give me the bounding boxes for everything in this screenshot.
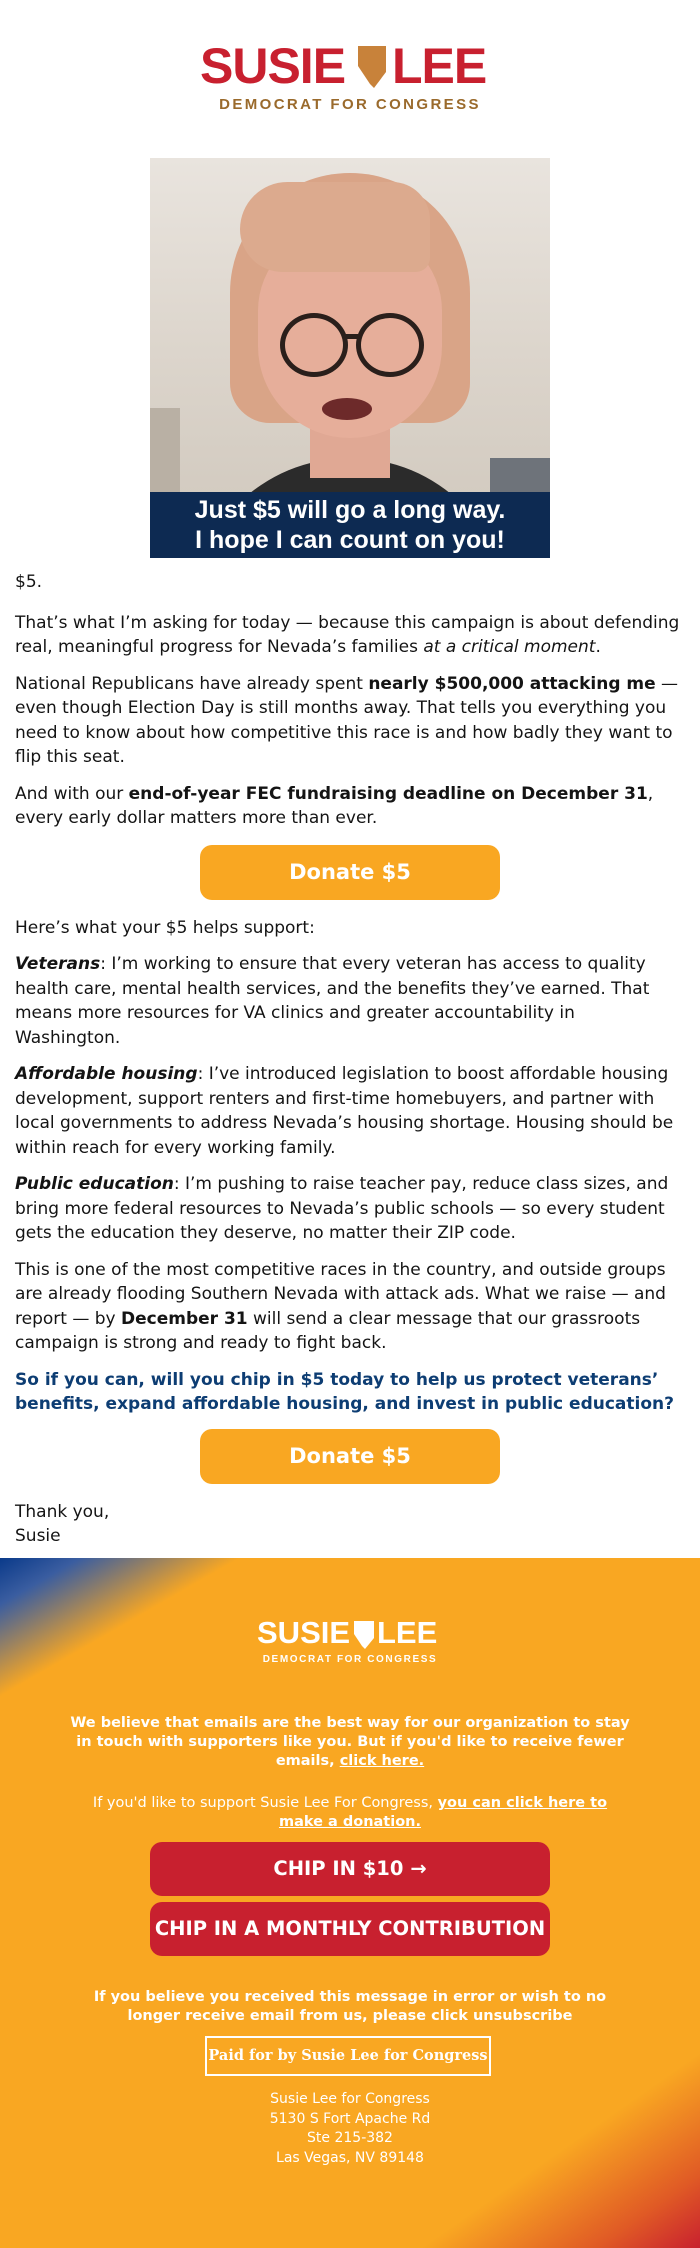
lead-text: Affordable housing <box>15 1064 198 1084</box>
paragraph-support-intro: Here’s what your $5 helps support: <box>15 917 315 938</box>
signoff <box>15 1500 685 1549</box>
bold-text: end-of-year FEC fundraising deadline on December 31 <box>128 783 648 804</box>
hero-caption <box>150 492 550 558</box>
paragraph-competitive-race <box>15 1258 685 1356</box>
paragraph-ask-intro <box>15 611 685 660</box>
text: And with our <box>15 783 129 804</box>
fewer-emails-text: We believe that emails are the best way for our organization to stay in touch with supporters like you. But if you'd like to receive fewer emails, <box>70 1715 630 1769</box>
support-text: If you'd like to support Susie Lee For Congress, <box>92 1795 433 1811</box>
hero-caption-line-2: I hope I can count on you! <box>195 526 505 554</box>
text: : I’m working to ensure that every veteran has access to quality health care, mental health services, and the benefits they’ve earned. That means more resources for VA clinics and greater accountability in Washington. <box>15 954 650 1048</box>
chip-in-10-button[interactable]: CHIP IN $10 → <box>150 1842 550 1896</box>
text: National Republicans have already spent <box>15 673 369 694</box>
chip-in-monthly-button[interactable]: CHIP IN A MONTHLY CONTRIBUTION <box>150 1902 550 1956</box>
hero-caption-line-1: Just $5 will go a long way. <box>194 496 506 524</box>
address-line: Ste 215-382 <box>307 2130 393 2146</box>
campaign-logo[interactable] <box>200 38 500 114</box>
paragraph-republican-spending <box>15 672 685 770</box>
header <box>0 0 700 140</box>
logo-wordmark <box>200 38 500 94</box>
bold-text: nearly $500,000 attacking me <box>368 673 656 694</box>
text: will send a clear message that our grassroots campaign is strong and ready to fight back. <box>15 1308 641 1353</box>
logo-last-name: LEE <box>392 38 487 94</box>
paragraph-education <box>15 1172 685 1246</box>
paragraph-deadline <box>15 782 685 831</box>
address-line: Las Vegas, NV 89148 <box>276 2149 424 2166</box>
footer <box>0 1558 700 2248</box>
paragraph-veterans <box>15 952 685 1050</box>
portrait-fringe <box>240 182 430 272</box>
fewer-emails-link[interactable]: click here. <box>339 1753 425 1769</box>
logo-tagline: DEMOCRAT FOR CONGRESS <box>219 96 481 113</box>
text: : I’ve introduced legislation to boost affordable housing development, support renters and first-time homebuyers, and partner with local governments to address Nevada’s housing shortage. Housing should be within reach for every working family. <box>15 1064 674 1158</box>
nevada-state-icon <box>356 44 388 90</box>
paragraph-housing <box>15 1062 685 1160</box>
donate-5-button-bottom[interactable]: Donate $5 <box>200 1429 500 1484</box>
lead-text: Veterans <box>15 954 101 974</box>
nevada-state-icon <box>353 1620 375 1650</box>
hero-photo[interactable] <box>150 158 550 558</box>
address-line: Susie Lee for Congress <box>270 2091 430 2107</box>
text: , every early dollar matters more than ever. <box>15 783 654 828</box>
logo-first-name: SUSIE <box>200 38 346 94</box>
lead-text: Public education <box>15 1174 174 1194</box>
text: That’s what I’m asking for today — because this campaign is about defending real, meaningful progress for Nevada’s families <box>15 612 680 657</box>
glasses-right-lens <box>356 313 424 377</box>
fewer-emails-notice <box>70 1714 630 1771</box>
footer-logo[interactable] <box>255 1615 445 1668</box>
portrait-mouth <box>322 398 372 420</box>
text: . <box>595 637 601 657</box>
paragraph-amount: $5. <box>15 572 43 592</box>
bold-text: December 31 <box>120 1308 248 1329</box>
address-line: 5130 S Fort Apache Rd <box>269 2110 431 2127</box>
emphasis-text: at a critical moment <box>423 637 596 657</box>
text: : I’m pushing to raise teacher pay, reduce class sizes, and bring more federal resources to Nevada’s public schools — so every student gets the education they deserve, no matter their ZIP code. <box>15 1174 669 1243</box>
donation-link[interactable]: you can click here to make a donation. <box>278 1795 608 1830</box>
signoff-name: Susie <box>15 1526 61 1546</box>
text: — even though Election Day is still months away. That tells you everything you need to know about how competitive this race is and how badly they want to flip this seat. <box>15 673 679 767</box>
support-notice <box>70 1794 630 1832</box>
paid-for-disclaimer: Paid for by Susie Lee for Congress <box>205 2036 491 2076</box>
footer-logo-first-name: SUSIE <box>257 1615 351 1650</box>
footer-logo-tagline: DEMOCRAT FOR CONGRESS <box>262 1654 438 1665</box>
glasses-left-lens <box>280 313 348 377</box>
message-content <box>15 570 685 1561</box>
footer-logo-last-name: LEE <box>377 1615 438 1650</box>
mailing-address <box>150 2090 550 2168</box>
paragraph-final-ask: So if you can, will you chip in $5 today to help us protect veterans’ benefits, expand affordable housing, and invest in public education? <box>15 1369 674 1414</box>
unsubscribe-notice[interactable]: If you believe you received this message in error or wish to no longer receive email from us, please click unsubscribe <box>93 1989 607 2024</box>
donate-5-button[interactable]: Donate $5 <box>200 845 500 900</box>
text: This is one of the most competitive races in the country, and outside groups are already flooding Southern Nevada with attack ads. What we raise — and report — by <box>15 1259 666 1329</box>
signoff-thanks: Thank you, <box>15 1501 110 1522</box>
